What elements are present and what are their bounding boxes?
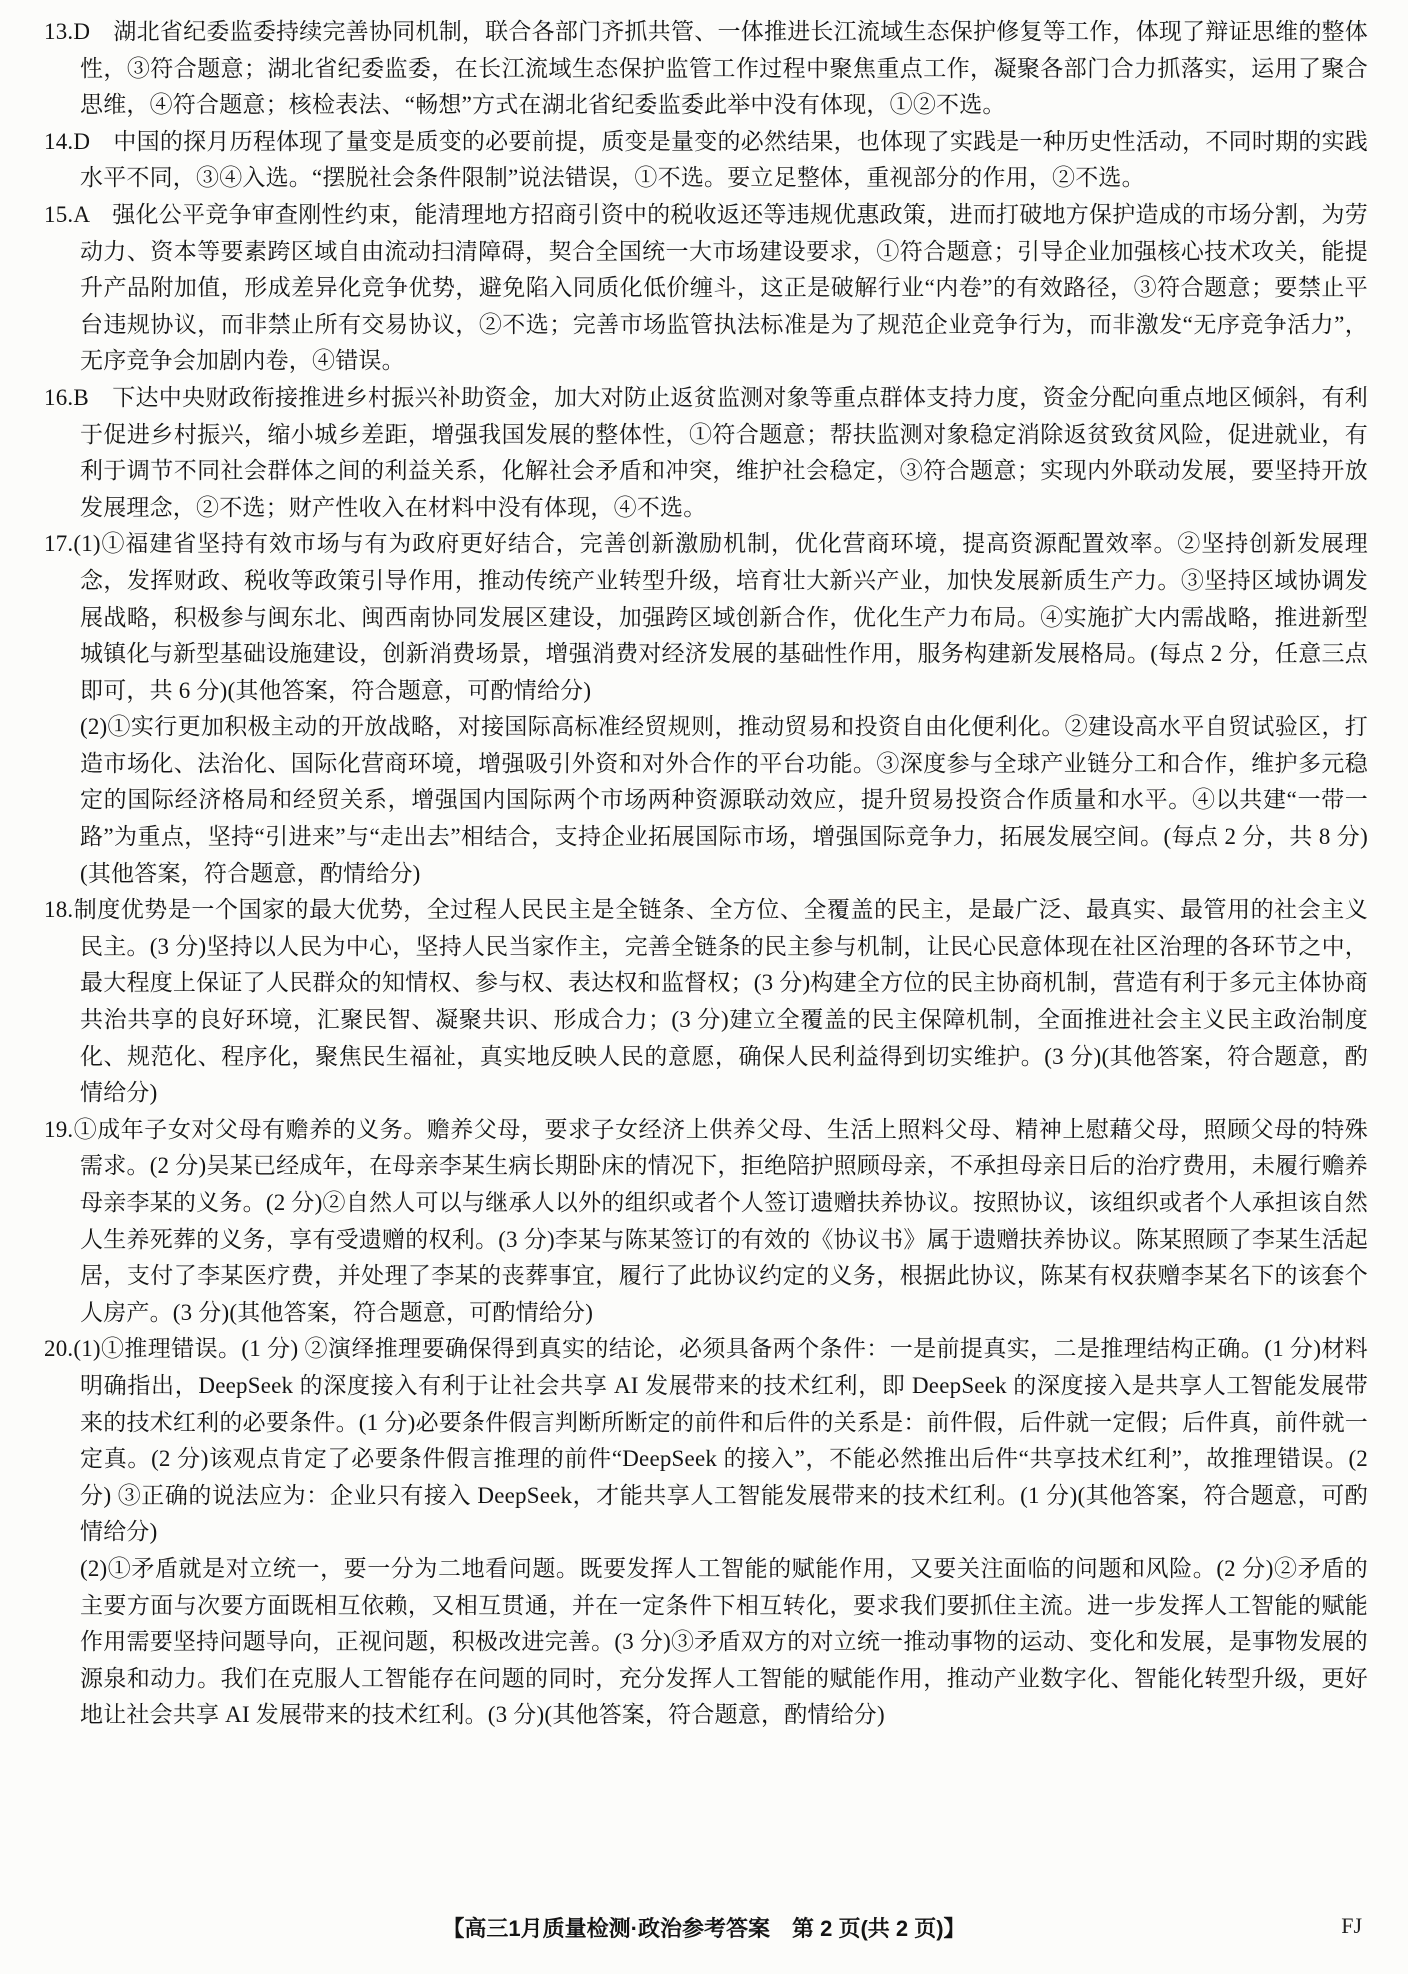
- answer-paragraph: 15.A 强化公平竞争审查刚性约束，能清理地方招商引资中的税收返还等违规优惠政策，进而打破地方保护造成的市场分割，为劳动力、资本等要素跨区域自由流动扫清障碍，契合全国统一大市场建设要求，①符合题意；引导企业加强核心技术攻关，能提升产品附加值，形成差异化竞争优势，避免陷入同质化低价缠斗，这正是破解行业“内卷”的有效路径，③符合题意；要禁止平台违规协议，而非禁止所有交易协议，②不选；完善市场监管执法标准是为了规范企业竞争行为，而非激发“无序竞争活力”，无序竞争会加剧内卷，④错误。: [44, 201, 1368, 374]
- answer-paragraph: 16.B 下达中央财政衔接推进乡村振兴补助资金，加大对防止返贫监测对象等重点群体支持力度，资金分配向重点地区倾斜，有利于促进乡村振兴，缩小城乡差距，增强我国发展的整体性，①符合题意；帮扶监测对象稳定消除返贫致贫风险，促进就业，有利于调节不同社会群体之间的利益关系，化解社会矛盾和冲突，维护社会稳定，③符合题意；实现内外联动发展，要坚持开放发展理念，②不选；财产性收入在材料中没有体现，④不选。: [44, 384, 1368, 520]
- answer-paragraph: 13.D 湖北省纪委监委持续完善协同机制，联合各部门齐抓共管、一体推进长江流域生态保护修复等工作，体现了辩证思维的整体性，③符合题意；湖北省纪委监委，在长江流域生态保护监管工作过程中聚焦重点工作，凝聚各部门合力抓落实，运用了聚合思维，④符合题意；核检表法、“畅想”方式在湖北省纪委监委此举中没有体现，①②不选。: [44, 19, 1368, 118]
- answer-item-15: [44, 197, 1368, 380]
- answer-paragraph: (2)①矛盾就是对立统一，要一分为二地看问题。既要发挥人工智能的赋能作用，又要关注面临的问题和风险。(2 分)②矛盾的主要方面与次要方面既相互依赖，又相互贯通，并在一定条件下相互转化，要求我们要抓住主流。进一步发挥人工智能的赋能作用需要坚持问题导向，正视问题，积极改进完善。(3 分)③矛盾双方的对立统一推动事物的运动、变化和发展，是事物发展的源泉和动力。我们在克服人工智能存在问题的同时，充分发挥人工智能的赋能作用，推动产业数字化、智能化转型升级，更好地让社会共享 AI 发展带来的技术红利。(3 分)(其他答案，符合题意，酌情给分): [80, 1555, 1368, 1728]
- answer-paragraph: 20.(1)①推理错误。(1 分) ②演绎推理要确保得到真实的结论，必须具备两个条件：一是前提真实，二是推理结构正确。(1 分)材料明确指出，DeepSeek 的深度接入有利于让社会共享 AI 发展带来的技术红利，即 DeepSeek 的深度接入是共享人工智能发展带来的技术红利的必要条件。(1 分)必要条件假言判断所断定的前件和后件的关系是：前件假，后件就一定假；后件真，前件就一定真。(2 分)该观点肯定了必要条件假言推理的前件“DeepSeek 的接入”，不能必然推出后件“共享技术红利”，故推理错误。(2 分) ③正确的说法应为：企业只有接入 DeepSeek，才能共享人工智能发展带来的技术红利。(1 分)(其他答案，符合题意，可酌情给分): [44, 1336, 1368, 1545]
- answers-list: [44, 14, 1368, 1734]
- answer-paragraph: 18.制度优势是一个国家的最大优势，全过程人民民主是全链条、全方位、全覆盖的民主，是最广泛、最真实、最管用的社会主义民主。(3 分)坚持以人民为中心，坚持人民当家作主，完善全链条的民主参与机制，让民心民意体现在社区治理的各环节之中，最大程度上保证了人民群众的知情权、参与权、表达权和监督权；(3 分)构建全方位的民主协商机制，营造有利于多元主体协商共治共享的良好环境，汇聚民智、凝聚共识、形成合力；(3 分)建立全覆盖的民主保障机制，全面推进社会主义民主政治制度化、规范化、程序化，聚焦民生福祉，真实地反映人民的意愿，确保人民利益得到切实维护。(3 分)(其他答案，符合题意，酌情给分): [44, 897, 1368, 1106]
- answer-item-17: [44, 526, 1368, 892]
- answer-item-13: [44, 14, 1368, 124]
- answer-item-20: [44, 1331, 1368, 1734]
- answer-item-16: [44, 380, 1368, 526]
- answer-item-14: [44, 124, 1368, 197]
- footer-title: 【高三1月质量检测·政治参考答案 第 2 页(共 2 页)】: [442, 1916, 966, 1941]
- answer-item-19: [44, 1112, 1368, 1332]
- footer-exam-code: FJ: [1341, 1913, 1362, 1938]
- answer-paragraph: 14.D 中国的探月历程体现了量变是质变的必要前提，质变是量变的必然结果，也体现了实践是一种历史性活动，不同时期的实践水平不同，③④入选。“摆脱社会条件限制”说法错误，①不选。要立足整体，重视部分的作用，②不选。: [44, 128, 1368, 191]
- answer-item-18: [44, 892, 1368, 1112]
- answer-paragraph: 17.(1)①福建省坚持有效市场与有为政府更好结合，完善创新激励机制，优化营商环境，提高资源配置效率。②坚持创新发展理念，发挥财政、税收等政策引导作用，推动传统产业转型升级，培育壮大新兴产业，加快发展新质生产力。③坚持区域协调发展战略，积极参与闽东北、闽西南协同发展区建设，加强跨区域创新合作，优化生产力布局。④实施扩大内需战略，推进新型城镇化与新型基础设施建设，创新消费场景，增强消费对经济发展的基础性作用，服务构建新发展格局。(每点 2 分，任意三点即可，共 6 分)(其他答案，符合题意，可酌情给分): [44, 531, 1368, 703]
- answer-paragraph: (2)①实行更加积极主动的开放战略，对接国际高标准经贸规则，推动贸易和投资自由化便利化。②建设高水平自贸试验区，打造市场化、法治化、国际化营商环境，增强吸引外资和对外合作的平台功能。③深度参与全球产业链分工和合作，维护多元稳定的国际经济格局和经贸关系，增强国内国际两个市场两种资源联动效应，提升贸易投资合作质量和水平。④以共建“一带一路”为重点，坚持“引进来”与“走出去”相结合，支持企业拓展国际市场，增强国际竞争力，拓展发展空间。(每点 2 分，共 8 分)(其他答案，符合题意，酌情给分): [80, 714, 1368, 886]
- answer-paragraph: 19.①成年子女对父母有赡养的义务。赡养父母，要求子女经济上供养父母、生活上照料父母、精神上慰藉父母，照顾父母的特殊需求。(2 分)吴某已经成年，在母亲李某生病长期卧床的情况下，拒绝陪护照顾母亲，不承担母亲日后的治疗费用，未履行赡养母亲李某的义务。(2 分)②自然人可以与继承人以外的组织或者个人签订遗赠扶养协议。按照协议，该组织或者个人承担该自然人生养死葬的义务，享有受遗赠的权利。(3 分)李某与陈某签订的有效的《协议书》属于遗赠扶养协议。陈某照顾了李某生活起居，支付了李某医疗费，并处理了李某的丧葬事宜，履行了此协议约定的义务，根据此协议，陈某有权获赠李某名下的该套个人房产。(3 分)(其他答案，符合题意，可酌情给分): [44, 1116, 1368, 1325]
- page-footer: [0, 1912, 1408, 1952]
